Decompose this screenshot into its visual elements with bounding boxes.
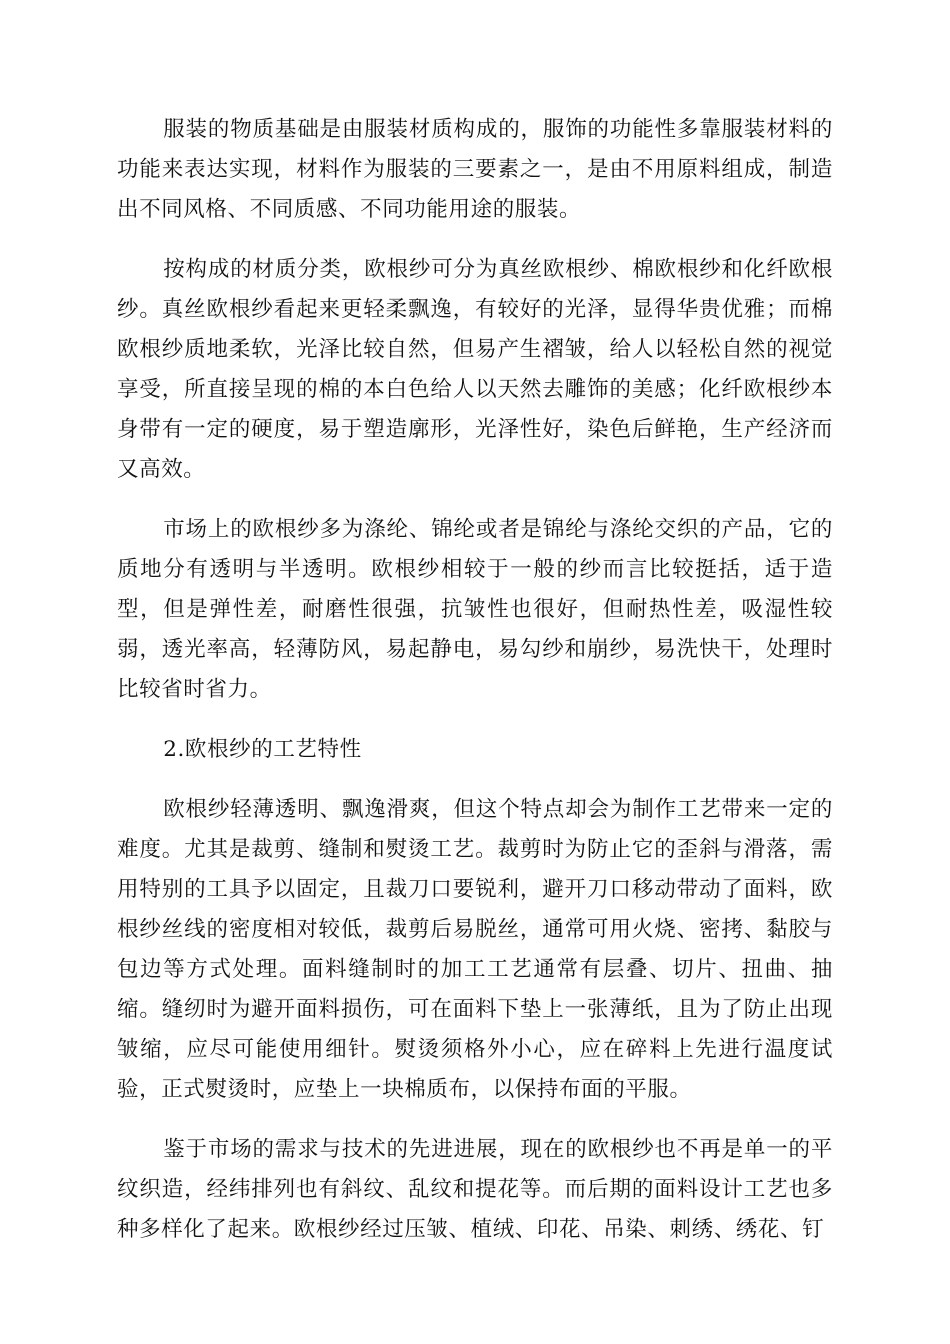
paragraph-material-classification: 按构成的材质分类，欧根纱可分为真丝欧根纱、棉欧根纱和化纤欧根纱。真丝欧根纱看起来更轻柔飘逸，有较好的光泽，显得华贵优雅；而棉欧根纱质地柔软，光泽比较自然，但易产生褶皱，给人以轻松自然的视觉享受，所直接呈现的棉的本白色给人以天然去雕饰的美感；化纤欧根纱本身带有一定的硬度，易于塑造廓形，光泽性好，染色后鲜艳，生产经济而又高效。 bbox=[117, 257, 833, 482]
section-heading: 2.欧根纱的工艺特性 bbox=[163, 737, 362, 762]
paragraph-market-properties: 市场上的欧根纱多为涤纶、锦纶或者是锦纶与涤纶交织的产品，它的质地分有透明与半透明。欧根纱相较于一般的纱而言比较挺括，适于造型，但是弹性差，耐磨性很强，抗皱性也很好，但耐热性差，吸湿性较弱，透光率高，轻薄防风，易起静电，易勾纱和崩纱，易洗快干，处理时比较省时省力。 bbox=[117, 517, 833, 702]
paragraph-material-basis: 服装的物质基础是由服装材质构成的，服饰的功能性多靠服装材料的功能来表达实现，材料作为服装的三要素之一，是由不用原料组成，制造出不同风格、不同质感、不同功能用途的服装。 bbox=[117, 117, 833, 222]
paragraph-craft-difficulty: 欧根纱轻薄透明、飘逸滑爽，但这个特点却会为制作工艺带来一定的难度。尤其是裁剪、缝制和熨烫工艺。裁剪时为防止它的歪斜与滑落，需用特别的工具予以固定，且裁刀口要锐利，避开刀口移动带动了面料，欧根纱丝线的密度相对较低，裁剪后易脱丝，通常可用火烧、密拷、黏胶与包边等方式处理。面料缝制时的加工工艺通常有层叠、切片、扭曲、抽缩。缝纫时为避开面料损伤，可在面料下垫上一张薄纸，且为了防止出现皱缩，应尽可能使用细针。熨烫须格外小心，应在碎料上先进行温度试验，正式熨烫时，应垫上一块棉质布，以保持布面的平服。 bbox=[117, 797, 833, 1102]
document-body bbox=[117, 110, 833, 1270]
paragraph-market-development: 鉴于市场的需求与技术的先进进展，现在的欧根纱也不再是单一的平纹织造，经纬排列也有斜纹、乱纹和提花等。而后期的面料设计工艺也多种多样化了起来。欧根纱经过压皱、植绒、印花、吊染、刺绣、绣花、钉 bbox=[117, 1137, 833, 1242]
